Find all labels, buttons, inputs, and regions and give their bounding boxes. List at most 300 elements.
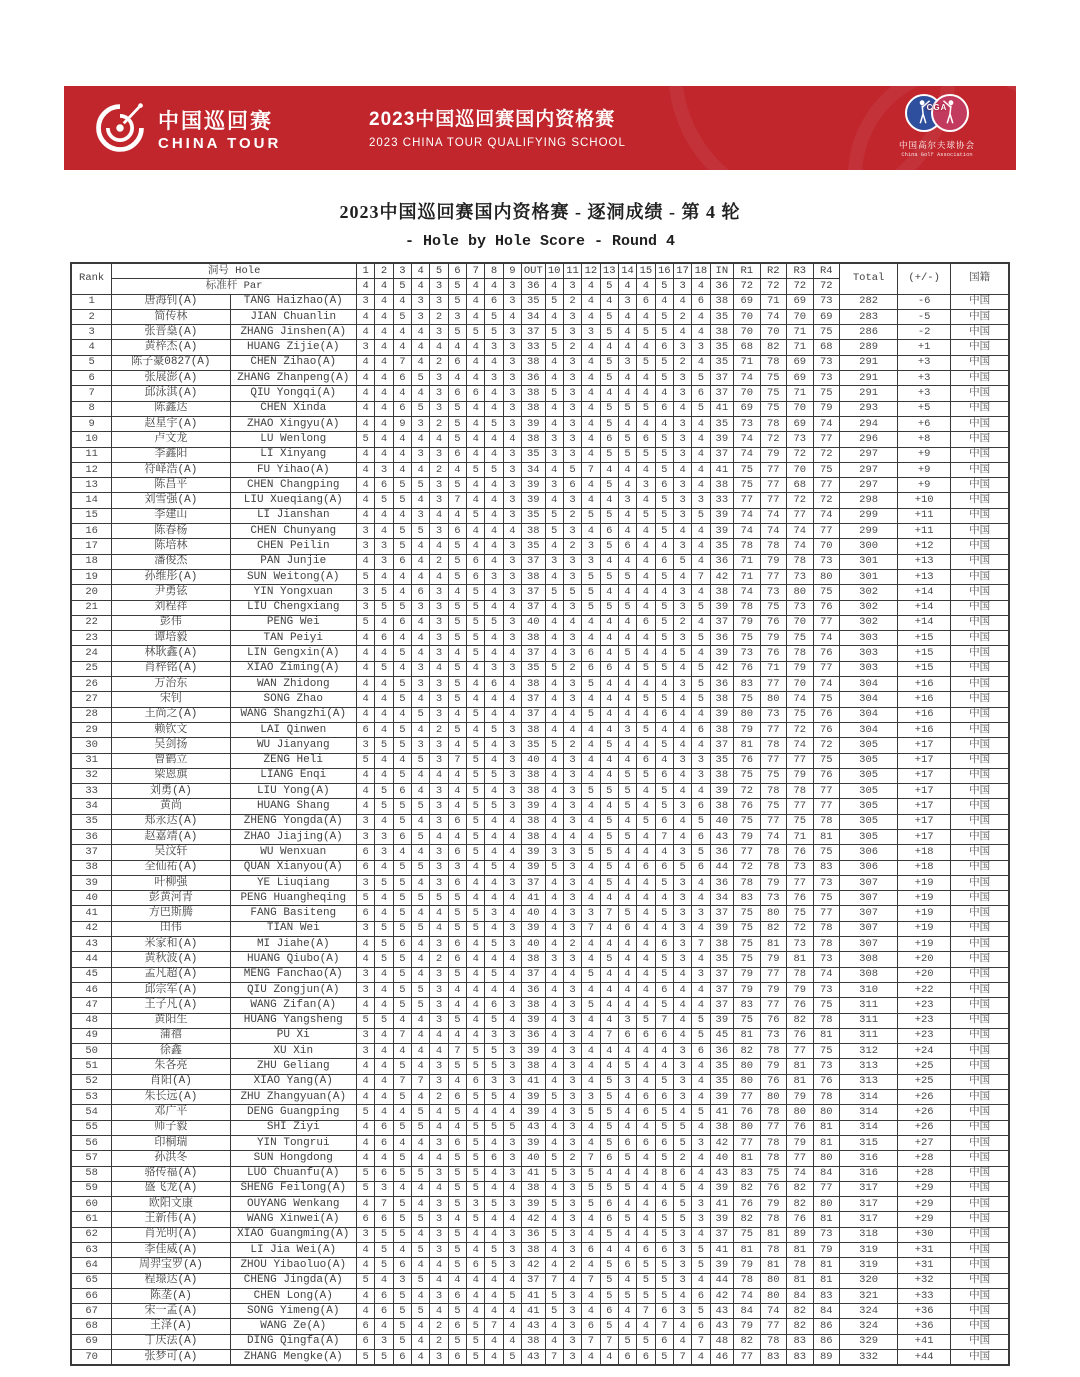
hole-score: 4 (545, 937, 563, 952)
hole-score: 3 (356, 829, 374, 844)
total-score: 311 (840, 1028, 898, 1043)
hole-score: 5 (618, 646, 636, 661)
round-score: 70 (813, 539, 840, 554)
round-score: 78 (760, 1135, 787, 1150)
total-score: 304 (840, 707, 898, 722)
hole-score: 5 (485, 615, 503, 630)
hole-score: 4 (412, 906, 430, 921)
round-score: 80 (787, 585, 814, 600)
round-score: 75 (813, 462, 840, 477)
hole-score: 5 (412, 1243, 430, 1258)
player-name-cn: 邱宗军(A) (112, 982, 230, 997)
hole-score: 4 (618, 845, 636, 860)
hole-score: 4 (545, 569, 563, 584)
hole-score: 5 (448, 1105, 466, 1120)
hole-score: 5 (637, 692, 655, 707)
hole-score: 5 (618, 1334, 636, 1349)
out-score: 38 (522, 569, 545, 584)
to-par: +33 (898, 1288, 951, 1303)
hole-score: 4 (485, 1166, 503, 1181)
rank-cell: 20 (71, 585, 112, 600)
out-score: 38 (522, 631, 545, 646)
hole-score: 5 (467, 784, 485, 799)
rank-cell: 66 (71, 1288, 112, 1303)
hole-score: 4 (393, 1105, 411, 1120)
hole-score: 3 (430, 1243, 448, 1258)
hole-score: 4 (692, 539, 710, 554)
round-score: 71 (787, 386, 814, 401)
rank-cell: 52 (71, 1074, 112, 1089)
round-score: 78 (760, 355, 787, 370)
hole-header: 洞号 Hole (112, 263, 357, 279)
out-score: 43 (522, 1350, 545, 1366)
nationality: 中国 (951, 753, 1009, 768)
to-par: -5 (898, 309, 951, 324)
hole-score: 4 (356, 1151, 374, 1166)
hole-score: 5 (448, 554, 466, 569)
hole-score: 6 (485, 677, 503, 692)
hole-score: 4 (637, 416, 655, 431)
hole-score: 3 (563, 677, 581, 692)
round-score: 75 (813, 585, 840, 600)
hole-score: 3 (673, 1273, 691, 1288)
hole-score: 5 (448, 967, 466, 982)
hole-score: 5 (655, 355, 673, 370)
total-score: 301 (840, 569, 898, 584)
round-score: 74 (734, 371, 761, 386)
hole-score: 5 (503, 1120, 521, 1135)
hole-score: 4 (637, 585, 655, 600)
hole-score: 5 (637, 355, 655, 370)
out-score: 39 (522, 799, 545, 814)
hole-score: 3 (430, 799, 448, 814)
round-score: 75 (813, 998, 840, 1013)
round-header: R3 (787, 263, 814, 279)
round-score: 75 (734, 1227, 761, 1242)
player-name-cn: 尹勇铉 (112, 585, 230, 600)
player-name-en: XIAO Yang(A) (230, 1074, 356, 1089)
player-name-cn: 刘勇(A) (112, 784, 230, 799)
hole-score: 3 (375, 539, 393, 554)
round-score: 78 (760, 1334, 787, 1349)
hole-score: 5 (485, 416, 503, 431)
round-score: 82 (734, 1212, 761, 1227)
hole-score: 2 (430, 355, 448, 370)
hole-score: 4 (600, 937, 618, 952)
hole-score: 4 (545, 462, 563, 477)
hole-score: 6 (393, 937, 411, 952)
to-par: +12 (898, 539, 951, 554)
total-score: 314 (840, 1120, 898, 1135)
round-score: 74 (787, 738, 814, 753)
total-score: 329 (840, 1334, 898, 1349)
hole-score: 4 (412, 1090, 430, 1105)
hole-score: 4 (467, 340, 485, 355)
hole-score: 5 (582, 1105, 600, 1120)
out-score: 38 (522, 401, 545, 416)
round-score: 76 (760, 646, 787, 661)
round-score: 78 (760, 1212, 787, 1227)
hole-score: 4 (545, 646, 563, 661)
nationality: 中国 (951, 371, 1009, 386)
hole-score: 4 (618, 340, 636, 355)
hole-score: 7 (692, 569, 710, 584)
round-score: 72 (813, 447, 840, 462)
hole-score: 4 (637, 309, 655, 324)
round-score: 79 (760, 1197, 787, 1212)
hole-score: 4 (412, 1013, 430, 1028)
nationality: 中国 (951, 875, 1009, 890)
rank-cell: 12 (71, 462, 112, 477)
round-score: 69 (787, 355, 814, 370)
rank-cell: 47 (71, 998, 112, 1013)
hole-score: 5 (412, 982, 430, 997)
par-value: 4 (582, 279, 600, 294)
hole-score: 2 (563, 1151, 581, 1166)
hole-score: 5 (600, 1227, 618, 1242)
hole-score: 5 (412, 401, 430, 416)
nationality: 中国 (951, 937, 1009, 952)
hole-score: 4 (545, 677, 563, 692)
in-score: 38 (710, 722, 733, 737)
hole-score: 3 (356, 1227, 374, 1242)
nationality: 中国 (951, 1044, 1009, 1059)
hole-score: 5 (448, 1304, 466, 1319)
table-row (71, 524, 1009, 539)
in-score: 35 (710, 539, 733, 554)
out-score: 38 (522, 768, 545, 783)
total-score: 304 (840, 692, 898, 707)
hole-score: 5 (375, 875, 393, 890)
to-par: +25 (898, 1074, 951, 1089)
round-score: 73 (813, 355, 840, 370)
hole-score: 5 (545, 661, 563, 676)
round-score: 77 (813, 432, 840, 447)
hole-score: 4 (356, 309, 374, 324)
hole-score: 5 (545, 294, 563, 309)
hole-score: 6 (600, 661, 618, 676)
round-score: 77 (787, 875, 814, 890)
hole-score: 5 (448, 401, 466, 416)
out-score: 40 (522, 906, 545, 921)
player-name-en: WANG Xinwei(A) (230, 1212, 356, 1227)
hole-score: 4 (375, 401, 393, 416)
hole-score: 4 (393, 340, 411, 355)
hole-score: 5 (356, 1166, 374, 1181)
hole-score: 7 (655, 1013, 673, 1028)
hole-score: 4 (393, 432, 411, 447)
hole-score: 6 (655, 1135, 673, 1150)
hole-score: 4 (448, 646, 466, 661)
hole-score: 5 (467, 325, 485, 340)
hole-score: 5 (393, 539, 411, 554)
logo-name-cn: 中国巡回赛 (158, 109, 273, 133)
hole-score: 4 (356, 768, 374, 783)
out-score: 33 (522, 340, 545, 355)
round-score: 82 (760, 340, 787, 355)
round-score: 75 (734, 478, 761, 493)
hole-score: 5 (467, 1334, 485, 1349)
player-name-cn: 李建山 (112, 508, 230, 523)
hole-score: 7 (545, 1350, 563, 1366)
in-score: 37 (710, 386, 733, 401)
table-row (71, 1059, 1009, 1074)
hole-score: 3 (503, 554, 521, 569)
player-name-en: ZHANG Zhanpeng(A) (230, 371, 356, 386)
out-score: 35 (522, 508, 545, 523)
player-name-cn: 肖阳(A) (112, 1074, 230, 1089)
round-score: 80 (734, 1059, 761, 1074)
hole-number: 2 (375, 263, 393, 279)
in-score: 40 (710, 1151, 733, 1166)
hole-score: 5 (467, 845, 485, 860)
hole-score: 6 (563, 478, 581, 493)
table-row (71, 753, 1009, 768)
hole-score: 5 (467, 1044, 485, 1059)
hole-score: 3 (430, 1059, 448, 1074)
hole-score: 4 (467, 1273, 485, 1288)
player-name-cn: 陈子豪0827(A) (112, 355, 230, 370)
hole-score: 5 (485, 722, 503, 737)
table-row (71, 1013, 1009, 1028)
to-par: +14 (898, 615, 951, 630)
hole-score: 3 (503, 661, 521, 676)
hole-score: 5 (673, 1135, 691, 1150)
round-score: 78 (813, 1090, 840, 1105)
round-score: 82 (734, 1181, 761, 1196)
hole-score: 5 (692, 1013, 710, 1028)
total-score: 324 (840, 1319, 898, 1334)
out-score: 43 (522, 1120, 545, 1135)
hole-score: 3 (430, 1350, 448, 1366)
hole-score: 5 (692, 1028, 710, 1043)
par-value: 3 (673, 279, 691, 294)
hole-score: 3 (503, 753, 521, 768)
hole-score: 3 (503, 1243, 521, 1258)
hole-score: 4 (503, 1105, 521, 1120)
in-score: 39 (710, 524, 733, 539)
total-score: 304 (840, 677, 898, 692)
cga-logo (892, 94, 982, 158)
round-score: 78 (813, 937, 840, 952)
hole-score: 6 (356, 1212, 374, 1227)
hole-score: 6 (637, 1135, 655, 1150)
hole-score: 6 (448, 355, 466, 370)
to-par: +29 (898, 1197, 951, 1212)
to-par: +36 (898, 1319, 951, 1334)
hole-score: 4 (600, 294, 618, 309)
hole-score: 3 (563, 1120, 581, 1135)
hole-number: 17 (673, 263, 691, 279)
round-score: 77 (813, 524, 840, 539)
round-score: 79 (734, 1319, 761, 1334)
round-score: 78 (813, 814, 840, 829)
rank-cell: 41 (71, 906, 112, 921)
hole-score: 5 (600, 478, 618, 493)
round-score: 77 (813, 799, 840, 814)
hole-score: 4 (375, 982, 393, 997)
hole-score: 3 (673, 1304, 691, 1319)
hole-score: 4 (563, 707, 581, 722)
player-name-en: MENG Fanchao(A) (230, 967, 356, 982)
hole-score: 2 (673, 615, 691, 630)
hole-score: 4 (412, 768, 430, 783)
hole-score: 4 (503, 692, 521, 707)
round-score: 74 (734, 524, 761, 539)
hole-score: 3 (503, 1227, 521, 1242)
in-score: 37 (710, 967, 733, 982)
hole-score: 4 (430, 921, 448, 936)
hole-score: 4 (412, 554, 430, 569)
round-score: 76 (813, 646, 840, 661)
hole-score: 3 (430, 646, 448, 661)
round-score: 81 (734, 738, 761, 753)
rank-cell: 17 (71, 539, 112, 554)
round-score: 80 (787, 1105, 814, 1120)
hole-score: 5 (448, 1059, 466, 1074)
hole-score: 4 (618, 615, 636, 630)
hole-number: 13 (600, 263, 618, 279)
hole-score: 4 (448, 768, 466, 783)
hole-score: 5 (600, 952, 618, 967)
par-round: 72 (787, 279, 814, 294)
hole-score: 3 (503, 1151, 521, 1166)
round-score: 81 (760, 1258, 787, 1273)
hole-score: 5 (467, 508, 485, 523)
hole-score: 5 (412, 891, 430, 906)
player-name-cn: 骆传福(A) (112, 1166, 230, 1181)
round-score: 80 (760, 906, 787, 921)
round-score: 75 (787, 906, 814, 921)
rank-cell: 67 (71, 1304, 112, 1319)
hole-score: 4 (600, 1059, 618, 1074)
hole-score: 4 (448, 799, 466, 814)
table-row (71, 462, 1009, 477)
player-name-en: PU Xi (230, 1028, 356, 1043)
hole-score: 5 (600, 600, 618, 615)
hole-score: 7 (393, 1074, 411, 1089)
hole-score: 5 (356, 1350, 374, 1366)
total-score: 319 (840, 1243, 898, 1258)
hole-score: 5 (467, 585, 485, 600)
hole-score: 4 (485, 401, 503, 416)
hole-score: 4 (485, 1334, 503, 1349)
hole-score: 4 (356, 386, 374, 401)
hole-score: 3 (412, 294, 430, 309)
hole-score: 2 (430, 309, 448, 324)
out-score: 39 (522, 1013, 545, 1028)
round-score: 73 (813, 982, 840, 997)
table-row (71, 554, 1009, 569)
hole-score: 3 (412, 416, 430, 431)
hole-score: 4 (356, 661, 374, 676)
hole-score: 3 (503, 401, 521, 416)
hole-score: 3 (563, 998, 581, 1013)
player-name-en: SUN Hongdong (230, 1151, 356, 1166)
out-score: 37 (522, 325, 545, 340)
total-score: 291 (840, 371, 898, 386)
hole-score: 3 (673, 539, 691, 554)
hole-score: 4 (375, 1090, 393, 1105)
hole-score: 5 (673, 554, 691, 569)
hole-score: 2 (563, 937, 581, 952)
hole-score: 4 (618, 707, 636, 722)
table-row (71, 447, 1009, 462)
player-name-cn: 田伟 (112, 921, 230, 936)
hole-score: 4 (375, 371, 393, 386)
round-score: 68 (813, 340, 840, 355)
round-score: 76 (734, 753, 761, 768)
round-score: 78 (787, 646, 814, 661)
hole-score: 6 (692, 1044, 710, 1059)
out-score: 41 (522, 1074, 545, 1089)
round-score: 71 (787, 325, 814, 340)
round-score: 75 (734, 937, 761, 952)
table-row (71, 1135, 1009, 1150)
hole-score: 4 (375, 1151, 393, 1166)
hole-score: 3 (582, 539, 600, 554)
table-row (71, 539, 1009, 554)
hole-score: 4 (563, 1273, 581, 1288)
to-par: +15 (898, 631, 951, 646)
in-score: 42 (710, 1288, 733, 1303)
round-score: 72 (813, 738, 840, 753)
hole-score: 4 (637, 1319, 655, 1334)
hole-score: 4 (412, 631, 430, 646)
to-par: +1 (898, 340, 951, 355)
hole-score: 5 (692, 1258, 710, 1273)
hole-score: 6 (448, 875, 466, 890)
hole-score: 5 (618, 432, 636, 447)
hole-score: 5 (448, 1013, 466, 1028)
hole-score: 5 (393, 738, 411, 753)
round-score: 83 (760, 1350, 787, 1366)
hole-number: 7 (467, 263, 485, 279)
rank-cell: 29 (71, 722, 112, 737)
in-score: 38 (710, 325, 733, 340)
hole-score: 4 (375, 753, 393, 768)
hole-score: 4 (448, 1028, 466, 1043)
player-name-en: WANG Zifan(A) (230, 998, 356, 1013)
hole-score: 5 (545, 1090, 563, 1105)
hole-score: 5 (545, 585, 563, 600)
out-score: 37 (522, 600, 545, 615)
hole-score: 4 (448, 1273, 466, 1288)
hole-score: 4 (485, 585, 503, 600)
in-score: 37 (710, 982, 733, 997)
out-score: 38 (522, 998, 545, 1013)
hole-score: 4 (655, 891, 673, 906)
hole-score: 5 (412, 1273, 430, 1288)
hole-score: 5 (448, 1334, 466, 1349)
par-value: 3 (503, 279, 521, 294)
round-score: 77 (813, 615, 840, 630)
hole-score: 4 (467, 722, 485, 737)
hole-score: 5 (582, 569, 600, 584)
player-name-cn: 黄阳生 (112, 1013, 230, 1028)
player-name-en: FANG Basiteng (230, 906, 356, 921)
player-name-cn: 黄秋波(A) (112, 952, 230, 967)
hole-score: 2 (430, 554, 448, 569)
hole-score: 6 (637, 294, 655, 309)
table-row (71, 998, 1009, 1013)
hole-score: 4 (618, 325, 636, 340)
in-score: 42 (710, 569, 733, 584)
out-score: 38 (522, 1059, 545, 1074)
hole-score: 6 (600, 432, 618, 447)
hole-score: 4 (582, 524, 600, 539)
player-name-en: PENG Huangheqing (230, 891, 356, 906)
